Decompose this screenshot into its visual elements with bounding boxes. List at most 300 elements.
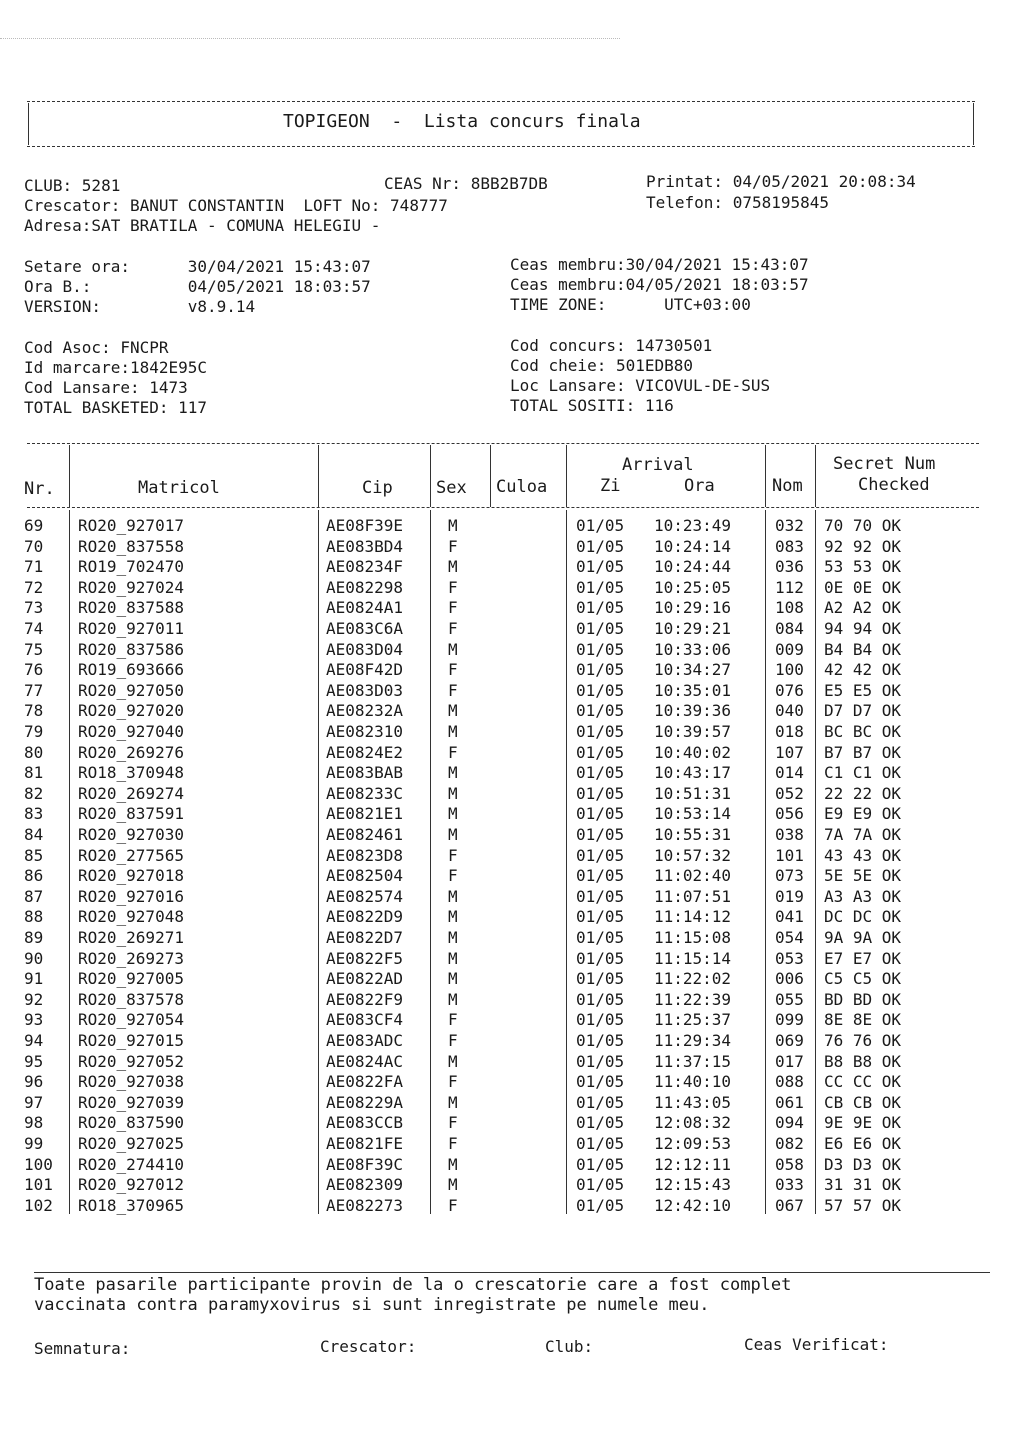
cell-cip: AE083C6A (326, 619, 404, 638)
cell-cip: AE083CF4 (326, 1010, 404, 1030)
cell-ora: 10:57:32 (654, 845, 732, 865)
col-header-ora: Ora (684, 476, 715, 496)
phone-number: Telefon: 0758195845 (646, 193, 830, 212)
cell-nr: 90 (24, 948, 44, 968)
cell-zi: 01/05 (576, 1195, 625, 1215)
cell-nom: 018 (775, 722, 804, 741)
ora-b: Ora B.: 04/05/2021 18:03:57 (24, 277, 371, 296)
cell-sex: M (448, 763, 458, 783)
cell-nr: 89 (24, 928, 44, 947)
cell-matricol: RO20_927030 (78, 825, 184, 844)
cell-zi: 01/05 (576, 886, 625, 906)
cell-ora: 10:35:01 (654, 680, 732, 700)
cell-nr: 83 (24, 804, 44, 824)
cell-matricol: RO20_927016 (78, 886, 184, 906)
cell-secret: E5 E5 OK (824, 680, 902, 700)
cell-nom: 014 (775, 763, 804, 783)
table-column-separator (318, 510, 319, 1214)
cell-zi: 01/05 (576, 619, 625, 638)
table-row (0, 969, 1024, 990)
cell-nom: 076 (775, 680, 804, 700)
cell-ora: 10:39:36 (654, 701, 732, 721)
cell-secret: 7A 7A OK (824, 825, 902, 844)
cell-zi: 01/05 (576, 1010, 625, 1030)
table-row (0, 516, 1024, 537)
cell-nom: 108 (775, 598, 804, 618)
cell-zi: 01/05 (576, 1175, 625, 1195)
cell-matricol: RO20_927039 (78, 1092, 184, 1112)
cell-nom: 033 (775, 1175, 804, 1195)
table-row (0, 1113, 1024, 1134)
table-row (0, 1175, 1024, 1196)
cell-cip: AE08F39C (326, 1154, 404, 1174)
cell-secret: 94 94 OK (824, 619, 902, 638)
cell-nom: 083 (775, 536, 804, 556)
cell-matricol: RO20_837588 (78, 598, 184, 618)
cell-zi: 01/05 (576, 742, 625, 762)
cell-matricol: RO20_269274 (78, 783, 184, 803)
cell-secret: D3 D3 OK (824, 1154, 902, 1174)
cell-nr: 71 (24, 557, 44, 577)
cell-matricol: RO20_927040 (78, 722, 184, 741)
cell-zi: 01/05 (576, 536, 625, 556)
cell-matricol: RO20_927048 (78, 907, 184, 927)
print-timestamp: Printat: 04/05/2021 20:08:34 (646, 172, 916, 191)
cell-nom: 112 (775, 577, 804, 597)
signature-label: Semnatura: (34, 1339, 131, 1358)
cell-sex: M (448, 969, 458, 989)
address: Adresa:SAT BRATILA - COMUNA HELEGIU - (24, 216, 381, 235)
table-row (0, 1196, 1024, 1217)
cell-sex: M (448, 1051, 458, 1071)
cell-nr: 78 (24, 701, 44, 721)
table-row (0, 1093, 1024, 1114)
ceas-membru-end: Ceas membru:04/05/2021 18:03:57 (510, 275, 809, 294)
cell-ora: 11:22:02 (654, 969, 732, 989)
cell-ora: 12:09:53 (654, 1134, 732, 1153)
cell-ora: 11:15:08 (654, 928, 732, 947)
cell-cip: AE0822AD (326, 969, 404, 989)
page-title: TOPIGEON - Lista concurs finala (283, 111, 641, 132)
cell-matricol: RO20_837586 (78, 639, 184, 659)
cell-cip: AE082574 (326, 886, 404, 906)
cell-matricol: RO20_837578 (78, 989, 184, 1009)
ceas-verificat-label: Ceas Verificat: (744, 1335, 889, 1354)
col-header-sex: Sex (436, 478, 467, 498)
table-row (0, 537, 1024, 558)
cod-asoc: Cod Asoc: FNCPR (24, 338, 169, 357)
cell-nr: 82 (24, 783, 44, 803)
cell-cip: AE08232A (326, 701, 404, 721)
cell-cip: AE0823D8 (326, 845, 404, 865)
cell-zi: 01/05 (576, 660, 625, 680)
cell-ora: 11:40:10 (654, 1072, 732, 1092)
cell-zi: 01/05 (576, 763, 625, 783)
cell-ora: 12:15:43 (654, 1175, 732, 1195)
col-header-matricol: Matricol (138, 478, 220, 498)
cell-ora: 11:22:39 (654, 989, 732, 1009)
cell-secret: 57 57 OK (824, 1195, 902, 1215)
total-basketed: TOTAL BASKETED: 117 (24, 398, 208, 417)
cell-nr: 72 (24, 577, 44, 597)
cell-nom: 069 (775, 1031, 804, 1050)
table-row (0, 1031, 1024, 1052)
cell-ora: 10:33:06 (654, 639, 732, 659)
cell-cip: AE0824A1 (326, 598, 404, 618)
cell-nr: 74 (24, 619, 44, 638)
cell-matricol: RO20_927017 (78, 516, 184, 535)
cell-sex: M (448, 783, 458, 803)
cell-zi: 01/05 (576, 825, 625, 844)
cell-matricol: RO20_927020 (78, 701, 184, 721)
total-sositi: TOTAL SOSITI: 116 (510, 396, 674, 415)
cell-zi: 01/05 (576, 680, 625, 700)
table-row (0, 1010, 1024, 1031)
cell-nom: 053 (775, 948, 804, 968)
cell-cip: AE082310 (326, 722, 404, 741)
cell-nr: 91 (24, 969, 44, 989)
col-header-nom: Nom (772, 476, 803, 496)
cell-ora: 11:02:40 (654, 866, 732, 886)
col-header-culoa: Culoa (496, 477, 548, 497)
crescator-loft: Crescator: BANUT CONSTANTIN LOFT No: 748777 (24, 196, 448, 215)
cell-cip: AE0824E2 (326, 742, 404, 762)
table-column-separator (815, 510, 816, 1214)
cell-sex: M (448, 804, 458, 824)
cell-nr: 80 (24, 742, 44, 762)
cell-nr: 92 (24, 989, 44, 1009)
cell-zi: 01/05 (576, 969, 625, 989)
cell-nr: 95 (24, 1051, 44, 1071)
cell-ora: 11:29:34 (654, 1031, 732, 1050)
cell-nom: 088 (775, 1072, 804, 1092)
cell-sex: F (448, 845, 458, 865)
cell-nr: 75 (24, 639, 44, 659)
cell-zi: 01/05 (576, 701, 625, 721)
cell-secret: 70 70 OK (824, 516, 902, 535)
cell-secret: A2 A2 OK (824, 598, 902, 618)
cell-secret: C5 C5 OK (824, 969, 902, 989)
cell-matricol: RO20_274410 (78, 1154, 184, 1174)
cell-ora: 11:07:51 (654, 886, 732, 906)
cell-nom: 032 (775, 516, 804, 535)
cell-nom: 094 (775, 1113, 804, 1133)
cell-sex: F (448, 1134, 458, 1153)
cell-cip: AE083CCB (326, 1113, 404, 1133)
cell-ora: 10:29:16 (654, 598, 732, 618)
cell-nr: 98 (24, 1113, 44, 1133)
cell-zi: 01/05 (576, 516, 625, 535)
table-row (0, 598, 1024, 619)
cell-cip: AE082309 (326, 1175, 404, 1195)
table-row (0, 1134, 1024, 1155)
cell-secret: 92 92 OK (824, 536, 902, 556)
cell-zi: 01/05 (576, 907, 625, 927)
cell-nr: 102 (24, 1195, 53, 1215)
cell-ora: 11:43:05 (654, 1092, 732, 1112)
cell-nom: 061 (775, 1092, 804, 1112)
table-row (0, 866, 1024, 887)
table-row (0, 990, 1024, 1011)
cell-sex: F (448, 619, 458, 638)
cell-secret: 5E 5E OK (824, 866, 902, 886)
cod-concurs: Cod concurs: 14730501 (510, 336, 713, 355)
cell-sex: M (448, 701, 458, 721)
cell-secret: 0E 0E OK (824, 577, 902, 597)
cell-sex: M (448, 1154, 458, 1174)
table-row (0, 949, 1024, 970)
cell-cip: AE08233C (326, 783, 404, 803)
table-row (0, 887, 1024, 908)
cell-secret: 9E 9E OK (824, 1113, 902, 1133)
cell-secret: CB CB OK (824, 1092, 902, 1112)
cell-matricol: RO19_702470 (78, 557, 184, 577)
cell-ora: 12:08:32 (654, 1113, 732, 1133)
cell-sex: F (448, 1010, 458, 1030)
cell-nom: 055 (775, 989, 804, 1009)
cell-sex: M (448, 639, 458, 659)
cell-nr: 77 (24, 680, 44, 700)
cell-secret: DC DC OK (824, 907, 902, 927)
cell-secret: 43 43 OK (824, 845, 902, 865)
cell-secret: 8E 8E OK (824, 1010, 902, 1030)
cell-secret: E7 E7 OK (824, 948, 902, 968)
cell-cip: AE083ADC (326, 1031, 404, 1050)
cell-zi: 01/05 (576, 1113, 625, 1133)
col-header-cip: Cip (362, 478, 393, 498)
cell-matricol: RO20_837591 (78, 804, 184, 824)
cell-nr: 94 (24, 1031, 44, 1050)
cell-ora: 10:24:44 (654, 557, 732, 577)
cell-ora: 10:43:17 (654, 763, 732, 783)
cell-sex: F (448, 1195, 458, 1215)
table-row (0, 1155, 1024, 1176)
cell-cip: AE083D04 (326, 639, 404, 659)
club-number: CLUB: 5281 (24, 176, 121, 195)
cell-cip: AE08F39E (326, 516, 404, 535)
cell-zi: 01/05 (576, 722, 625, 741)
cell-cip: AE082273 (326, 1195, 404, 1215)
cell-nr: 100 (24, 1154, 53, 1174)
cell-nr: 101 (24, 1175, 53, 1195)
cell-cip: AE0822FA (326, 1072, 404, 1092)
cell-nom: 082 (775, 1134, 804, 1153)
cell-ora: 10:24:14 (654, 536, 732, 556)
cell-nom: 006 (775, 969, 804, 989)
table-row (0, 660, 1024, 681)
cell-matricol: RO20_837590 (78, 1113, 184, 1133)
cell-zi: 01/05 (576, 1072, 625, 1092)
col-header-checked: Checked (858, 475, 930, 495)
cell-matricol: RO18_370965 (78, 1195, 184, 1215)
cell-secret: E9 E9 OK (824, 804, 902, 824)
cod-lansare: Cod Lansare: 1473 (24, 378, 188, 397)
cell-sex: M (448, 928, 458, 947)
cell-zi: 01/05 (576, 989, 625, 1009)
cell-ora: 10:39:57 (654, 722, 732, 741)
cell-secret: B7 B7 OK (824, 742, 902, 762)
cell-matricol: RO20_927052 (78, 1051, 184, 1071)
cell-nr: 86 (24, 866, 44, 886)
cell-cip: AE0822D9 (326, 907, 404, 927)
cell-zi: 01/05 (576, 1051, 625, 1071)
cell-nom: 019 (775, 886, 804, 906)
cell-ora: 11:25:37 (654, 1010, 732, 1030)
cell-secret: D7 D7 OK (824, 701, 902, 721)
cell-sex: M (448, 886, 458, 906)
cell-nom: 036 (775, 557, 804, 577)
cell-matricol: RO20_269273 (78, 948, 184, 968)
cell-sex: F (448, 1113, 458, 1133)
cell-zi: 01/05 (576, 928, 625, 947)
cell-sex: M (448, 907, 458, 927)
cell-sex: F (448, 1072, 458, 1092)
cell-ora: 10:51:31 (654, 783, 732, 803)
table-row (0, 804, 1024, 825)
table-row (0, 743, 1024, 764)
cell-secret: 31 31 OK (824, 1175, 902, 1195)
cell-secret: B4 B4 OK (824, 639, 902, 659)
time-zone: TIME ZONE: UTC+03:00 (510, 295, 751, 314)
cell-nr: 97 (24, 1092, 44, 1112)
cell-ora: 12:12:11 (654, 1154, 732, 1174)
cell-matricol: RO20_269276 (78, 742, 184, 762)
table-row (0, 619, 1024, 640)
cell-sex: F (448, 660, 458, 680)
cell-sex: M (448, 1175, 458, 1195)
cell-matricol: RO20_927025 (78, 1134, 184, 1153)
cell-nom: 054 (775, 928, 804, 947)
cell-ora: 10:29:21 (654, 619, 732, 638)
table-column-separator (566, 510, 567, 1214)
cell-secret: A3 A3 OK (824, 886, 902, 906)
cell-ora: 10:34:27 (654, 660, 732, 680)
declaration-line-1: Toate pasarile participante provin de la o crescatorie care a fost complet (34, 1275, 792, 1295)
cell-matricol: RO20_927038 (78, 1072, 184, 1092)
cell-zi: 01/05 (576, 845, 625, 865)
cell-nr: 70 (24, 536, 44, 556)
cell-sex: F (448, 598, 458, 618)
table-row (0, 825, 1024, 846)
cell-sex: F (448, 680, 458, 700)
cell-ora: 10:25:05 (654, 577, 732, 597)
cell-zi: 01/05 (576, 1134, 625, 1153)
cell-ora: 10:40:02 (654, 742, 732, 762)
cell-nr: 93 (24, 1010, 44, 1030)
cell-zi: 01/05 (576, 557, 625, 577)
cell-secret: 53 53 OK (824, 557, 902, 577)
cell-nom: 084 (775, 619, 804, 638)
declaration-line-2: vaccinata contra paramyxovirus si sunt inregistrate pe numele meu. (34, 1295, 710, 1315)
cod-cheie: Cod cheie: 501EDB80 (510, 356, 694, 375)
cell-cip: AE082298 (326, 577, 404, 597)
cell-cip: AE08234F (326, 557, 404, 577)
cell-matricol: RO20_837558 (78, 536, 184, 556)
cell-nom: 100 (775, 660, 804, 680)
cell-cip: AE083BAB (326, 763, 404, 783)
cell-ora: 11:37:15 (654, 1051, 732, 1071)
cell-secret: B8 B8 OK (824, 1051, 902, 1071)
cell-sex: M (448, 948, 458, 968)
cell-secret: BC BC OK (824, 722, 902, 741)
table-row (0, 1052, 1024, 1073)
cell-sex: F (448, 742, 458, 762)
table-column-separator (69, 510, 70, 1214)
cell-nr: 87 (24, 886, 44, 906)
table-row (0, 681, 1024, 702)
cell-secret: BD BD OK (824, 989, 902, 1009)
cell-zi: 01/05 (576, 598, 625, 618)
cell-matricol: RO20_927018 (78, 866, 184, 886)
cell-cip: AE082504 (326, 866, 404, 886)
cell-zi: 01/05 (576, 804, 625, 824)
cell-matricol: RO20_269271 (78, 928, 184, 947)
cell-sex: M (448, 557, 458, 577)
table-row (0, 846, 1024, 867)
cell-nr: 96 (24, 1072, 44, 1092)
cell-secret: 76 76 OK (824, 1031, 902, 1050)
cell-nr: 85 (24, 845, 44, 865)
cell-matricol: RO19_693666 (78, 660, 184, 680)
table-row (0, 578, 1024, 599)
cell-nr: 73 (24, 598, 44, 618)
cell-matricol: RO20_927054 (78, 1010, 184, 1030)
cell-nr: 81 (24, 763, 44, 783)
cell-sex: M (448, 989, 458, 1009)
cell-nom: 067 (775, 1195, 804, 1215)
cell-cip: AE08F42D (326, 660, 404, 680)
cell-ora: 11:14:12 (654, 907, 732, 927)
cell-sex: F (448, 577, 458, 597)
cell-cip: AE0822D7 (326, 928, 404, 947)
cell-sex: M (448, 516, 458, 535)
table-row (0, 701, 1024, 722)
cell-zi: 01/05 (576, 577, 625, 597)
table-row (0, 640, 1024, 661)
cell-cip: AE0822F9 (326, 989, 404, 1009)
cell-ora: 11:15:14 (654, 948, 732, 968)
cell-cip: AE0824AC (326, 1051, 404, 1071)
cell-nom: 073 (775, 866, 804, 886)
cell-nom: 038 (775, 825, 804, 844)
cell-sex: M (448, 825, 458, 844)
cell-nom: 052 (775, 783, 804, 803)
cell-cip: AE0822F5 (326, 948, 404, 968)
table-row (0, 763, 1024, 784)
cell-cip: AE082461 (326, 825, 404, 844)
cell-nom: 040 (775, 701, 804, 721)
setare-ora: Setare ora: 30/04/2021 15:43:07 (24, 257, 371, 276)
cell-nom: 017 (775, 1051, 804, 1071)
cell-nr: 84 (24, 825, 44, 844)
cell-matricol: RO20_277565 (78, 845, 184, 865)
cell-nr: 76 (24, 660, 44, 680)
cell-cip: AE08229A (326, 1092, 404, 1112)
col-header-arrival: Arrival (622, 455, 694, 475)
cell-nr: 88 (24, 907, 44, 927)
cell-sex: F (448, 866, 458, 886)
cell-zi: 01/05 (576, 1154, 625, 1174)
cell-cip: AE083D03 (326, 680, 404, 700)
table-column-separator (765, 510, 766, 1214)
table-row (0, 557, 1024, 578)
ceas-membru-start: Ceas membru:30/04/2021 15:43:07 (510, 255, 809, 274)
cell-sex: F (448, 536, 458, 556)
table-row (0, 722, 1024, 743)
cell-ora: 10:23:49 (654, 516, 732, 535)
cell-secret: C1 C1 OK (824, 763, 902, 783)
cell-zi: 01/05 (576, 1031, 625, 1050)
